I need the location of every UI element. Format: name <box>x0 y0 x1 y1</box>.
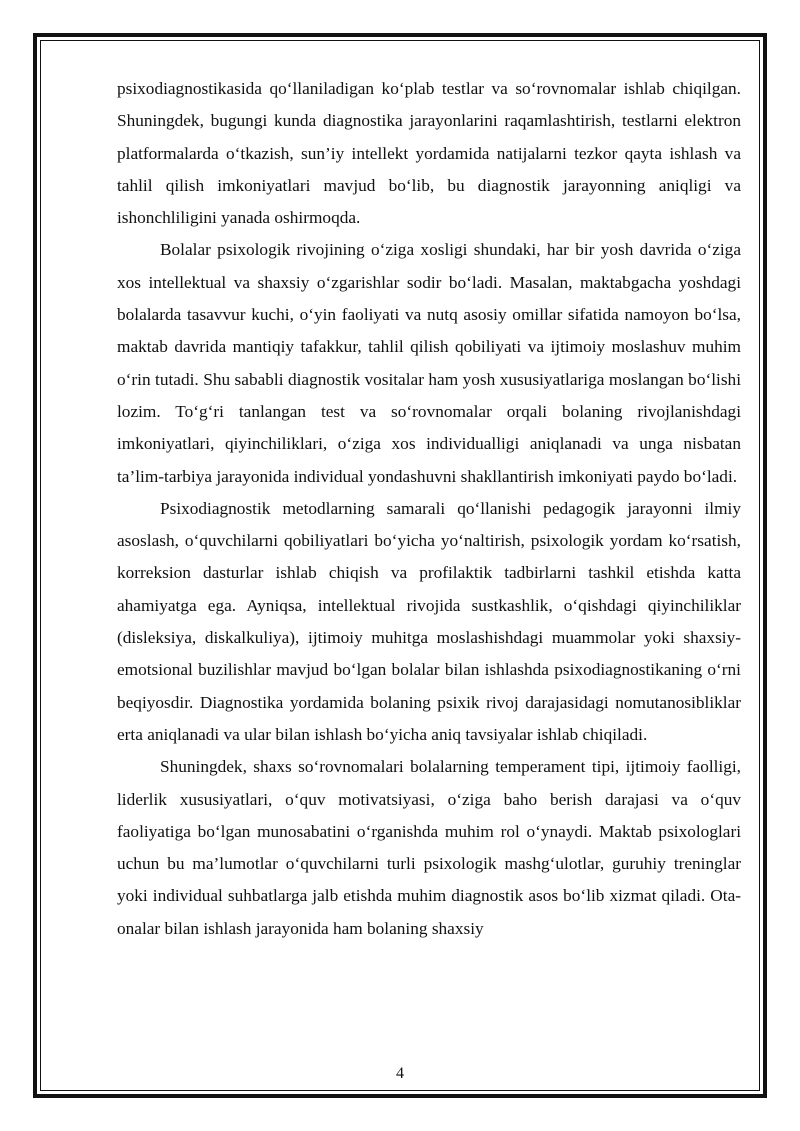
paragraph-3: Psixodiagnostik metodlarning samarali qo‘llanishi pedagogik jarayonni ilmiy asoslash, o‘quvchilarni qobiliyatlari bo‘yicha yo‘naltirish, psixologik yordam ko‘rsatish, korreksion dasturlar ishlab chiqish va profilaktik tadbirlarni tashkil etishda katta ahamiyatga ega. Ayniqsa, intellektual rivojida sustkashlik, o‘qishdagi qiyinchiliklar (disleksiya, diskalkuliya), ijtimoiy muhitga moslashishdagi muammolar yoki shaxsiy-emotsional buzilishlar mavjud bo‘lgan bolalar bilan ishlashda psixodiagnostikaning o‘rni beqiyosdir. Diagnostika yordamida bolaning psixik rivoj darajasidagi nomutanosibliklar erta aniqlanadi va ular bilan ishlash bo‘yicha aniq tavsiyalar ishlab chiqiladi. <box>117 498 741 744</box>
paragraph-1: psixodiagnostikasida qo‘llaniladigan ko‘plab testlar va so‘rovnomalar ishlab chiqilgan. Shuningdek, bugungi kunda diagnostika jarayonlarini raqamlashtirish, testlarni elektron platformalarda o‘tkazish, sun’iy intellekt yordamida natijalarni tezkor qayta ishlash va tahlil qilish imkoniyatlari mavjud bo‘lib, bu diagnostik jarayonning aniqligi va ishonchliligini yanada oshirmoqda. <box>117 79 741 228</box>
paragraph-2: Bolalar psixologik rivojining o‘ziga xosligi shundaki, har bir yosh davrida o‘ziga xos intellektual va shaxsiy o‘zgarishlar sodir bo‘ladi. Masalan, maktabgacha yoshdagi bolalarda tasavvur kuchi, o‘yin faoliyati va nutq asosiy omillar sifatida namoyon bo‘lsa, maktab davrida mantiqiy tafakkur, tahlil qilish qobiliyati va ijtimoiy moslashuv muhim o‘rin tutadi. Shu sababli diagnostik vositalar ham yosh xususiyatlariga moslangan bo‘lishi lozim. To‘g‘ri tanlangan test va so‘rovnomalar orqali bolaning rivojlanishdagi imkoniyatlari, qiyinchiliklari, o‘ziga xos individualligi aniqlanadi va unga nisbatan ta’lim-tarbiya jarayonida individual yondashuvni shakllantirish imkoniyati paydo bo‘ladi. <box>117 240 741 486</box>
page-number: 4 <box>396 1065 404 1082</box>
document-body <box>117 73 741 945</box>
paragraph-4: Shuningdek, shaxs so‘rovnomalari bolalarning temperament tipi, ijtimoiy faolligi, liderlik xususiyatlari, o‘quv motivatsiyasi, o‘ziga baho berish darajasi va o‘quv faoliyatiga bo‘lgan munosabatini o‘rganishda muhim rol o‘ynaydi. Maktab psixologlari uchun bu ma’lumotlar o‘quvchilarni turli psixologik mashg‘ulotlar, guruhiy treninglar yoki individual suhbatlarga jalb etishda muhim diagnostik asos bo‘lib xizmat qiladi. Ota-onalar bilan ishlash jarayonida ham bolaning shaxsiy <box>117 757 741 938</box>
